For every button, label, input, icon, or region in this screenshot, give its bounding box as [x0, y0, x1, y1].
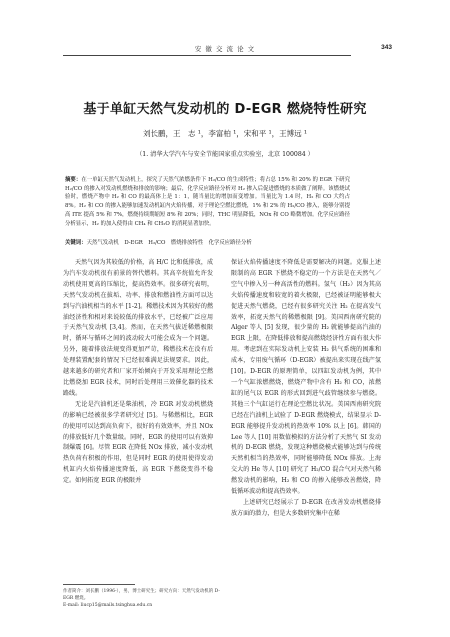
- footnote-email: E-mail: liucp15@mails.tsinghua.edu.cn: [63, 603, 153, 608]
- footnote: [63, 588, 223, 609]
- abstract: [65, 176, 350, 228]
- footnote-rule: [63, 584, 135, 585]
- body-column-right: [231, 258, 381, 520]
- paragraph: 天然气因为其较低的价格，高 H/C 比和低排放，成为汽车发动机很有前景的替代燃料。其高辛烷值允许发动机使用更高的压缩比，提高热效率。很多研究表明，天然气发动机在拔垢、功率、排放和燃油性方面可以达到与汽油机相当的水平 [1-2]。稀燃技术因为其较好的燃油经济性和相对来说较低的排放水平，已经被广泛应用于天然气发动机 [3,4]。然而，在天然气拔近稀燃极限时，循环与循环之间的波动较大可能会成为一个问题。另外，随着排放法规变得更加严苛，稀燃技术在没有后处理装置配套的情况下已经很难满足法规要求。因此，越来越多的研究者和厂家开始倾向于开发采用理论空燃比燃烧加 EGR 技术，同时后处理用三效催化器的技术路线。: [63, 259, 213, 397]
- abstract-text: 在一单缸天然气发动机上，探究了天然气浓燃条件下 H₂/CO 的生成特性；将占总 15% 和 20% 的 EGR 下研究 H₂/CO 的掺入对发动机燃烧和排放的影响；最后，化学反应路径分析对 H₂ 掺入后促进燃烧的本质做了阐释。该燃烧试验时，燃烧产物中 H₂ 和 CO 的最高体上是 1：1，随当量比的增加而变增加。当量比为 1.4 时，H₂ 和 CO 大约占 8%。H₂ 和 CO 的掺入能够加速发动机缸内火焰传播，对于理论空燃比燃烧，1% 和 2% 的 H₂/CO 掺入，能够分别提高 ITE 提高 5% 和 7%，燃烧持续期缩短 8% 和 20%；同时，THC 明显降低，NOx 和 CO 略微增加。化学反应路径分析显示，H₂ 的加入使得由 CH₄ 和 CH₂O 的消耗显著加快。: [65, 177, 350, 227]
- paragraph: 无论是汽油机还是柴油机，冷 EGR 对发动机燃烧的影响已经被很多学者研究过 [5]。与稀燃相比，EGR 的使用可以达到高负荷下，很好的有效效率，并且 NOx 的排放低好几个数量级。同时，EGR 的使用可以有效抑制爆震 [6]。尽管 EGR 在降低 NOx 排放，减小发动机热负荷有积极的作用，但是同时 EGR 的使用使得发动机缸内火焰传播速度降低，高 EGR 下燃烧变得不稳定。如何拓宽 EGR 的极限并: [63, 400, 213, 485]
- abstract-label: 摘要：: [65, 177, 82, 183]
- footnote-author-bio: 作者简介：刘长鹏（1996-），男，博士研究生；研究方向：天然气发动机的 D-EGR 燃烧。: [63, 589, 220, 601]
- page-number: 343: [381, 44, 392, 51]
- keywords-label: 关键词：: [65, 240, 87, 246]
- affiliation: （1. 清华大学汽车与安全节能国家重点实验室，北京 100084 ）: [136, 151, 314, 158]
- keywords-text: 天然气发动机 D-EGR H₂/CO 燃烧排放特性 化学反应路径分析: [86, 240, 252, 246]
- header-rule: [63, 55, 351, 56]
- paper-title: 基于单缸天然气发动机的 D-EGR 燃烧特性研究: [83, 102, 367, 117]
- author-list: 刘长鹏，王 志 ¹，李富柏 ¹，宋和平 ¹，王博远 ¹: [142, 129, 308, 138]
- journal-header: 安 徽 交 流 论 文: [194, 45, 256, 53]
- body-column-left: [63, 258, 213, 487]
- keywords: [65, 238, 350, 246]
- paragraph: 保证火焰传播速度不降低是需要解决的问题。克服上述限制的高 EGR 下燃烧不稳定的一个方法是在天然气／空气中掺入另一种高活性的燃料。氢气（H₂）因为其高火焰传播速度和较宽的着火极限，已经被证明能够极大促进天然气燃烧，已经有很多研究关注 H₂ 在提高发气效率，拓宽天然气的稀燃极限 [9]。美国西南研究院的 Alger 等人 [5] 发现，很少量的 H₂ 就能够提高汽油的 EGR 上限，在降低排放和提高燃烧经济性方面有很大作用。考虑到在实际发动机上安装 H₂ 供气系统的困难和成本，专用废气循环（D-EGR）被提出来实现在线产氢 [10]。D-EGR 的原理简单，以四缸发动机为例，其中一个气缸浓燃燃烧，燃烧产物中含有 H₂ 和 CO，浓燃缸的尾气以 EGR 的形式回到进气歧管继续参与燃烧。其他三个气缸运行在理论空燃比状况。美国西南研究院已经在汽油机上试验了 D-EGR 燃烧模式，结果显示 D-EGR 能够提升发动机的热效率 10% 以上 [6]。韩国的 Lee 等人 [10] 用数值模拟的方法分析了天然气 SI 发动机的 D-EGR 燃烧，发现这种燃烧模式能够达到与传统天然机相当的热效率，同时能够降低 NOx 排放。上海交大的 He 等人 [10] 研究了 H₂/CO 混合气对天然气稀燃发动机的影响，H₂ 和 CO 的掺入能够改善燃烧，降低循环波动和提高热效率。: [231, 259, 381, 496]
- paragraph: 上述研究已经展示了 D-EGR 在改善发动机燃烧排放方面的潜力，但是大多数研究集中在稀: [231, 498, 381, 517]
